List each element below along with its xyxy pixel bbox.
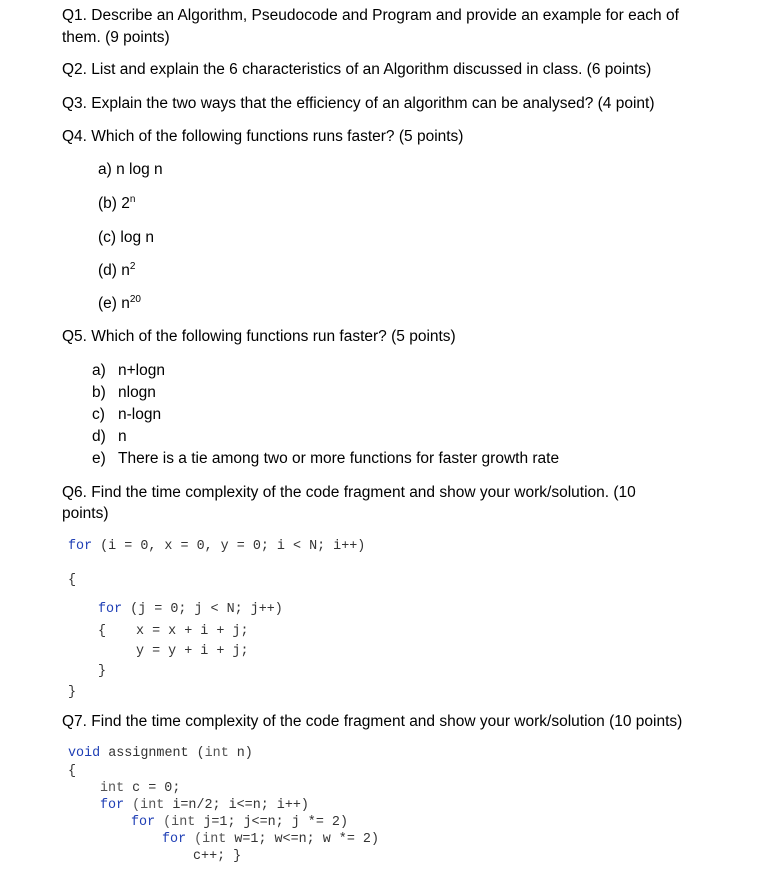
q5-question: Q5. Which of the following functions run faster? (5 points) — [62, 328, 456, 345]
q5-option-c: c) n-logn — [92, 406, 162, 423]
q6-code-inner-loop: for (j = 0; j < N; j++) — [98, 602, 283, 617]
q7-code-last: c++; } — [193, 849, 242, 864]
q4-option-d: (d) $n^2$ — [98, 260, 136, 279]
q6-line2: points) — [62, 505, 109, 522]
q5-option-d: d) n — [92, 428, 127, 445]
q5-option-e: e) There is a tie among two or more functions for faster growth rate — [92, 450, 560, 467]
q6-code-open-outer: { — [68, 573, 77, 588]
q6-line1: Q6. Find the time complexity of the code fragment and show your work/solution. (10 — [62, 484, 636, 501]
q6-code-close-inner: } — [98, 664, 107, 679]
q1-line2: them. (9 points) — [62, 29, 170, 46]
q4-option-c: (c) log n — [98, 229, 155, 246]
q4-option-a: a) n log n — [98, 161, 163, 178]
q6-code-outer-loop: for (i = 0, x = 0, y = 0; i < N; i++) — [68, 539, 366, 554]
q4-option-e: (e) $n^{20}$ — [98, 293, 141, 312]
q6-code-stmt2: y = y + i + j; — [136, 644, 249, 659]
q1-line1: Q1. Describe an Algorithm, Pseudocode and Program and provide an example for each of — [62, 7, 679, 24]
q7-code-loop1: for (int i=n/2; i<=n; i++) — [100, 798, 309, 813]
q7-code-signature: void assignment (int n) — [68, 746, 253, 761]
q7-code-open: { — [68, 764, 77, 779]
q4-option-b: (b) 2$^n$ — [98, 193, 136, 212]
q6-code-open-inner: { — [98, 624, 107, 639]
q6-code-stmt1: x = x + i + j; — [136, 624, 249, 639]
q7-code-decl: int c = 0; — [100, 781, 181, 796]
q7-code-loop2: for (int j=1; j<=n; j *= 2) — [131, 815, 348, 830]
q5-option-b: b) nlogn — [92, 384, 156, 401]
q4-question: Q4. Which of the following functions runs faster? (5 points) — [62, 128, 464, 145]
q7-code-loop3: for (int w=1; w<=n; w *= 2) — [162, 832, 379, 847]
q5-option-a: a) n+logn — [92, 362, 165, 379]
q2-text: Q2. List and explain the 6 characteristics of an Algorithm discussed in class. (6 points) — [62, 61, 652, 78]
q7-question: Q7. Find the time complexity of the code fragment and show your work/solution (10 points) — [62, 713, 683, 730]
q6-code-close-outer: } — [68, 685, 77, 700]
q3-text: Q3. Explain the two ways that the efficiency of an algorithm can be analysed? (4 point) — [62, 95, 655, 112]
